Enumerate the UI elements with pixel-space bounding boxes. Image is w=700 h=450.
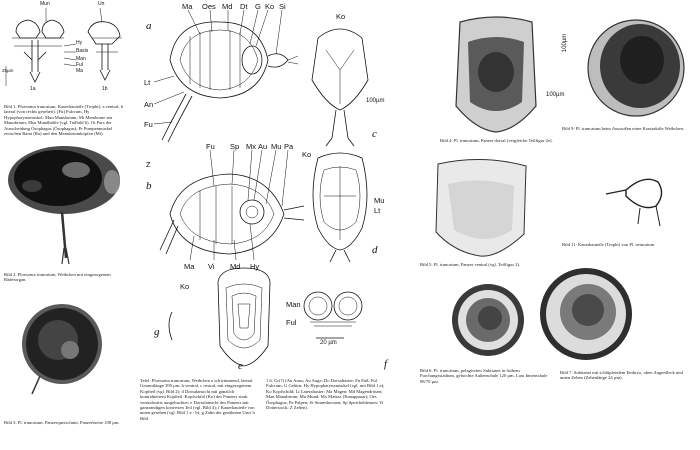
fig1-label-basis: Basis bbox=[76, 48, 89, 54]
label-b-md: Md bbox=[230, 262, 241, 271]
fig1-scale: 25µm bbox=[2, 68, 14, 73]
label-b-sp: Sp bbox=[230, 142, 240, 151]
figure3-svg bbox=[10, 296, 120, 396]
label-b-mx: Mx bbox=[246, 142, 256, 151]
trophi-svg bbox=[2, 2, 130, 102]
plate-caption-legend: 1 b. Gr(?) (An Anus; Au Auge; Do Dorsaltaster; Fu Fuß; Ful Fulcrum; G Gehirn; Hy Hypopharynxmuskel (vgl. mit Bild 1 a); Ko Kopfschild; Lt Lateraltaster; Ma Magen; Md Magendrüsen; Man Manubrium; Mu Mund; Mx Mastax (Kauapparat); Oes Ösophagus; Pa Palpen; Si Sinnesborsten; Sp Speicheldrüsen; Vi Dotterstock; Z Zehen). bbox=[266, 378, 385, 411]
label-d-ko: Ko bbox=[302, 150, 312, 159]
bild6-svg bbox=[446, 282, 530, 360]
label-a-dt: Dt bbox=[240, 2, 248, 11]
fig1-label-un: Un bbox=[98, 1, 105, 7]
panel-b: b bbox=[146, 180, 152, 192]
bild5-photo bbox=[426, 154, 536, 258]
label-c-ko: Ko bbox=[336, 12, 346, 21]
bild4-caption: Bild 4: Pl. truncatum, Panzer dorsal (vergleiche Teilfigur 2e). bbox=[440, 138, 553, 143]
bild11-photo bbox=[596, 160, 676, 230]
bild9-caption: Bild 9: Pl. truncatum beim Ausstoßen einer Kontraktile Weibchen. bbox=[562, 126, 685, 131]
bild5-svg bbox=[426, 154, 536, 258]
label-a-oes: Oes bbox=[202, 2, 216, 11]
fig1-label-mun: Mun bbox=[40, 1, 50, 7]
bild11-svg bbox=[596, 160, 676, 230]
bild7-svg bbox=[536, 264, 636, 362]
bild5-caption: Bild 5: Pl. truncatum, Panzer ventral (vgl. Teilfigur 2). bbox=[420, 262, 521, 267]
bild6-caption: Bild 6: Pl. truncatum, pelagisches Subitanei in frühem Furchungsstadium, gefurchte Außenschale 120 µm. Lass Innenschale 98/70 µm. bbox=[420, 368, 548, 384]
drawing-plate bbox=[140, 0, 390, 375]
label-a-fu: Fu bbox=[144, 120, 153, 129]
label-a-g: G bbox=[255, 2, 261, 11]
bild9-svg bbox=[580, 12, 690, 124]
fig1-label-ful: Ful bbox=[76, 62, 83, 68]
label-f-ful: Ful bbox=[286, 318, 297, 327]
label-a-an: An bbox=[144, 100, 154, 109]
label-a-lt: Lt bbox=[144, 78, 151, 87]
panel-a: a bbox=[146, 20, 152, 32]
label-mu-right: Mu bbox=[374, 196, 385, 205]
panel-g: g bbox=[154, 326, 160, 338]
scale-f: 20 µm bbox=[320, 340, 337, 346]
label-b-mu: Mu bbox=[271, 142, 282, 151]
bild11-caption: Bild 11: Kauerkauteile (Trophi) von Pl. truncatum bbox=[562, 242, 655, 247]
label-f-man: Man bbox=[286, 300, 301, 309]
fig1-label-hy: Hy bbox=[76, 40, 83, 46]
bild4-photo bbox=[446, 12, 546, 136]
plate-caption: Tafel: Ploesoma truncatum, Weibchen a schwimmend, lateral. Gesamtlänge 395 µm. b ventral, c rostral, mit eingezogenem Kopfteil (vgl. Bild 2); d Dorsalansicht mit gänzlich kontrahiertem Kopfteil. Kopfschild (Ko) des Panzers stark ventralwärts ausgebuchtet; e Dorsalansicht des Panzers mit ganzrandigen konvexen Teil (vgl. Bild 4); f Kauerkauteile von unten gesehen (vgl. Bild 1 a - b); g Zahn der gezähnten Unci b Bild bbox=[140, 378, 255, 421]
label-b-ma: Ma bbox=[184, 262, 195, 271]
figure1-trophi-drawing bbox=[2, 2, 130, 102]
bild9-photo bbox=[580, 12, 690, 124]
label-b-vi: Vi bbox=[208, 262, 215, 271]
scale-c: 100µm bbox=[366, 98, 385, 104]
fig1-label-man: Man bbox=[76, 56, 86, 62]
bild4-svg bbox=[446, 12, 546, 136]
label-a-ko: Ko bbox=[265, 2, 275, 11]
bild4-scale: 100µm bbox=[546, 92, 565, 98]
label-b-fu: Fu bbox=[206, 142, 215, 151]
figure3-caption: Bild 3: Pl. truncatum, Panzerquerschnitt, Panzerbreite 108 µm. bbox=[4, 420, 120, 425]
plate-svg bbox=[140, 0, 390, 375]
figure2-photo bbox=[2, 140, 130, 265]
panel-e: e bbox=[238, 360, 243, 372]
fig1-sub-1a: 1a bbox=[30, 86, 36, 92]
label-b-hy: Hy bbox=[250, 262, 260, 271]
label-a-md: Md bbox=[222, 2, 233, 11]
figure1-caption: Bild 1: Ploesoma truncatum, Kauerkauteile (Trophi): a ventral, b lateral (von rechts gesehen). (Fu) Fulcrum, Hy Hypopharynxmuskel; Mun Manubrium; Mi Membrane am Manubrium; Mus Mundhöhle (vgl. Teilbild 6). Ot Pars der Ausscheidung Ösophagus (Ösophagus); Pr Pumpenmuskel zwischen Rami (Ra) und den Manubriumköpfen (Mi). bbox=[4, 104, 123, 137]
fig1-label-ma: Ma bbox=[76, 68, 83, 74]
label-b-au: Au bbox=[258, 142, 268, 151]
label-lt-right: Lt bbox=[374, 206, 381, 215]
label-a-ma: Ma bbox=[182, 2, 193, 11]
panel-d: d bbox=[372, 244, 378, 256]
panel-f: f bbox=[384, 358, 388, 370]
figure3-photo bbox=[10, 296, 120, 396]
label-e-ko: Ko bbox=[180, 282, 190, 291]
bild7-caption: Bild 7: Subitanei mit schlüpfendem Embryo, oben Augenfleck und unten Zehen (Zehenlänge 24 µm). bbox=[560, 370, 683, 381]
bild7-photo bbox=[536, 264, 636, 362]
label-b-pa: Pa bbox=[284, 142, 294, 151]
figure2-svg bbox=[2, 140, 130, 265]
label-a-si: Si bbox=[279, 2, 286, 11]
bild6-photo bbox=[446, 282, 530, 360]
figure2-caption: Bild 2. Ploesoma truncatum, Weibchen mit eingezogenem Räderorgan. bbox=[4, 272, 111, 283]
bild9-scale: 100µm bbox=[562, 33, 569, 53]
panel-c: c bbox=[372, 128, 377, 140]
label-b-z: Z bbox=[146, 160, 151, 169]
fig1-sub-1b: 1b bbox=[102, 86, 108, 92]
